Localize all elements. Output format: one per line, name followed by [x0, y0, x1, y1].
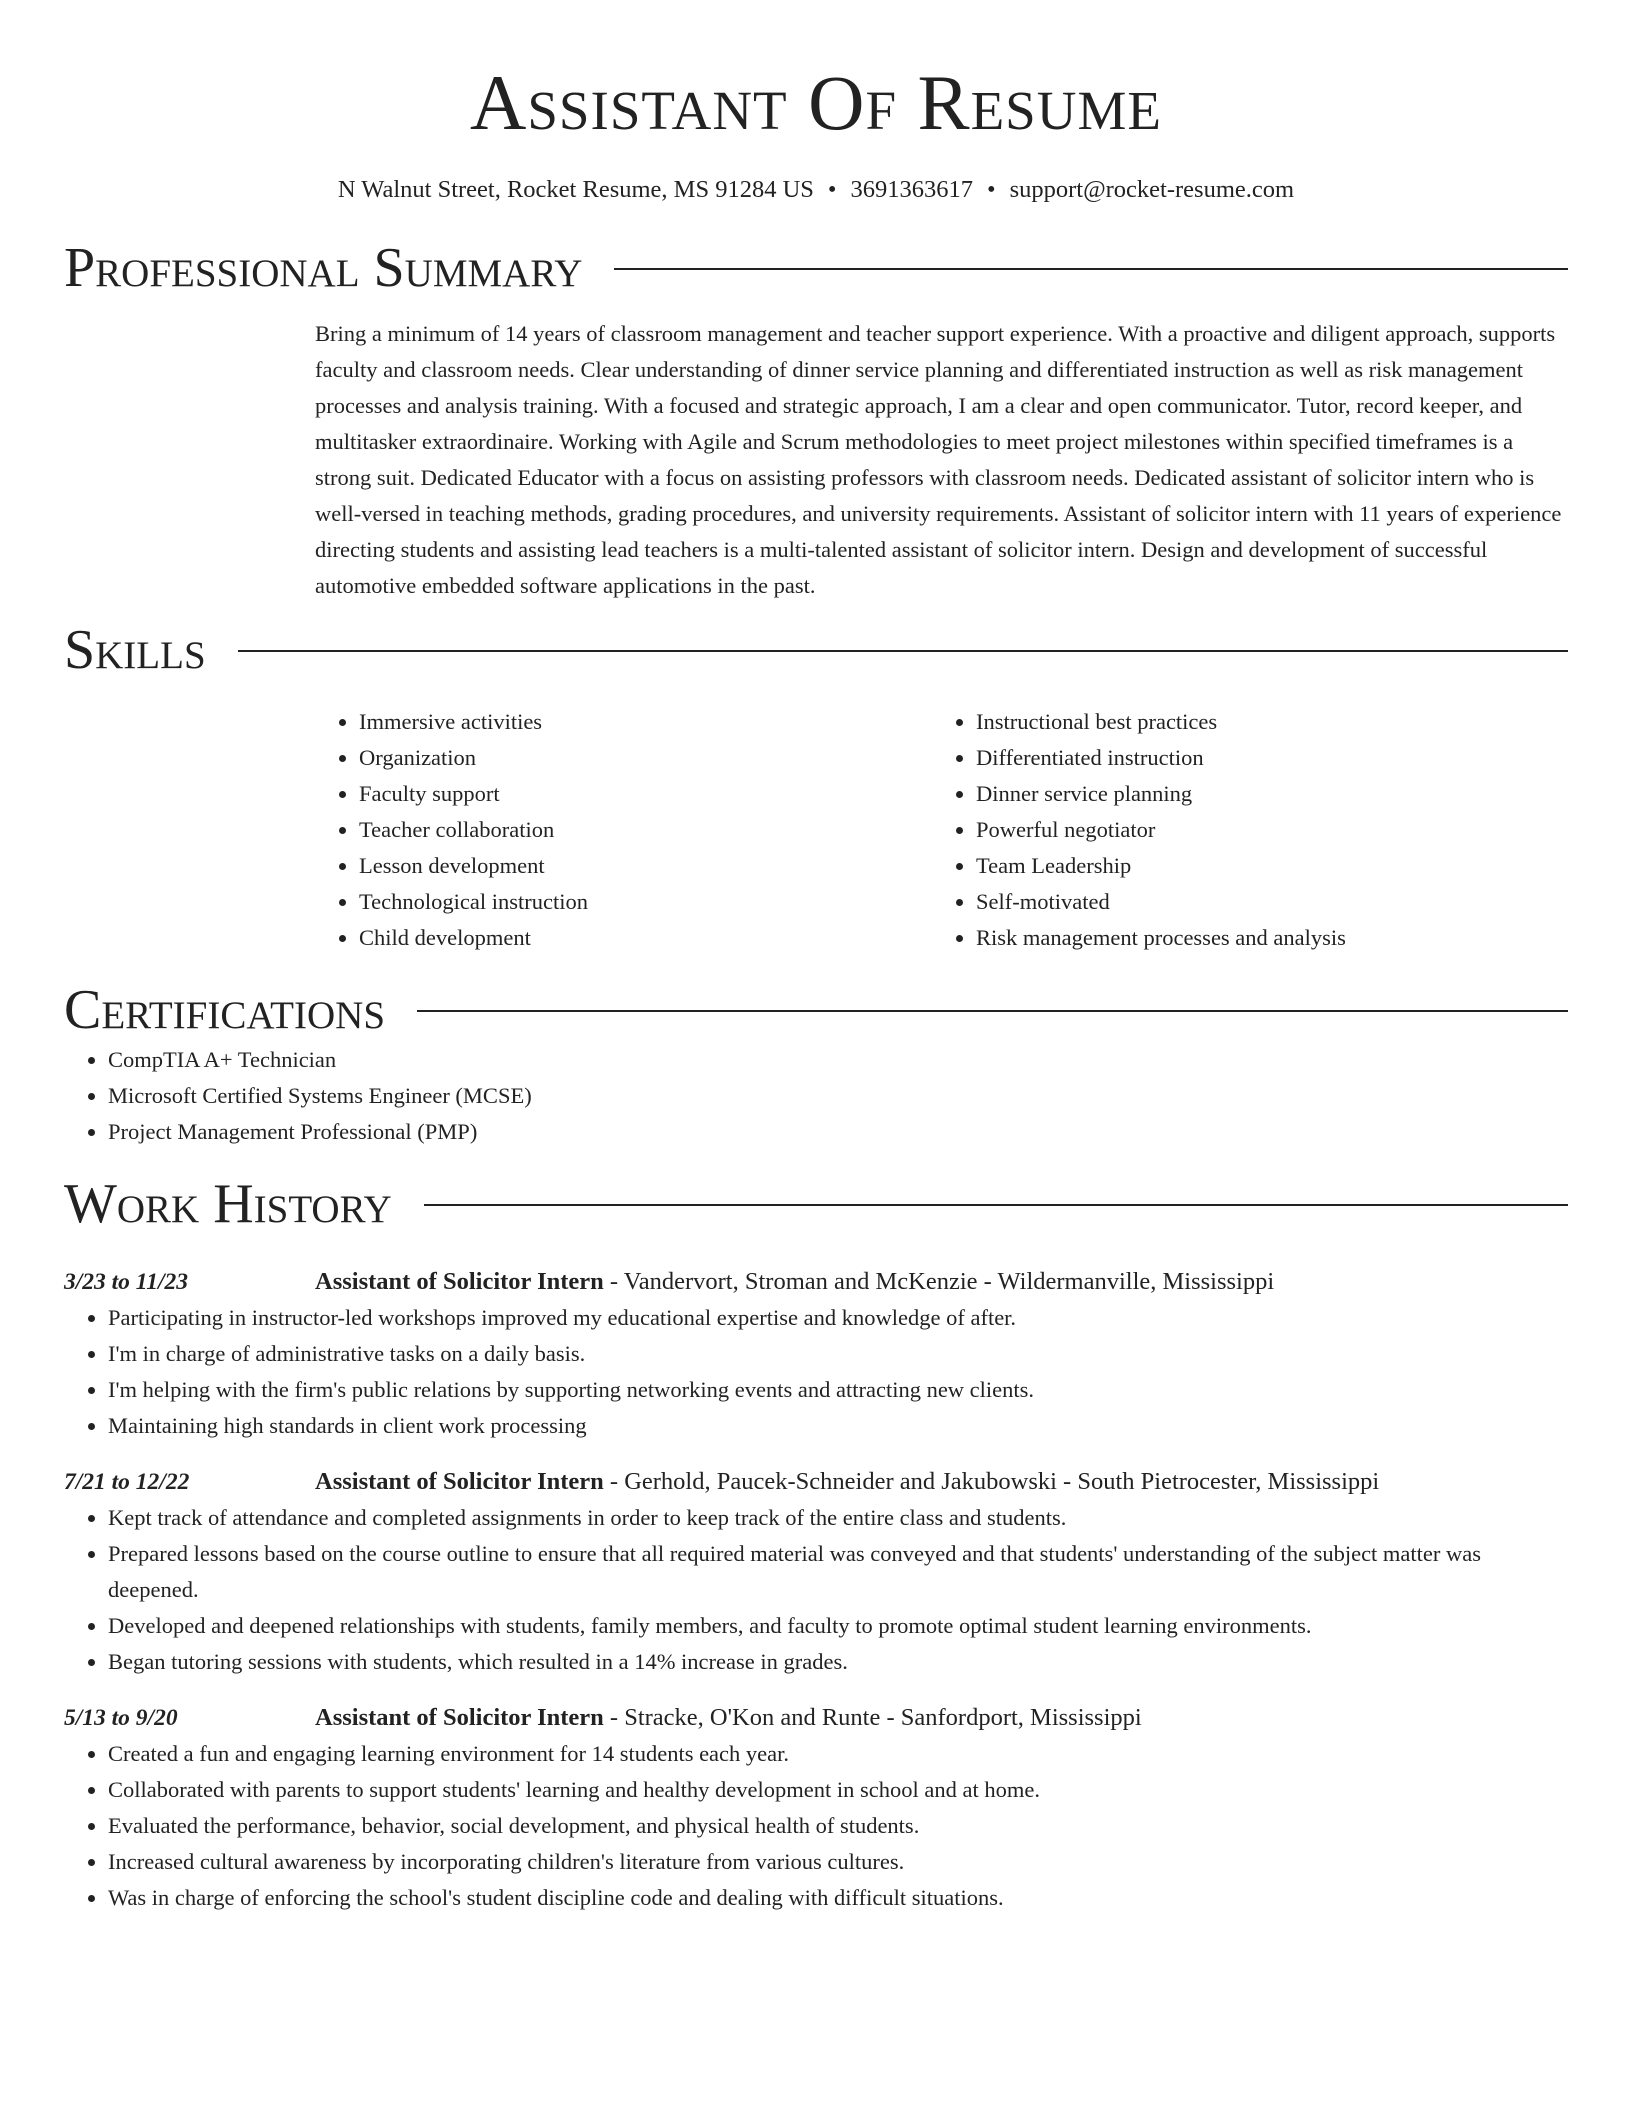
section-title-work-history: Work History [64, 1173, 392, 1235]
job-header [64, 1464, 1568, 1500]
job-dates: 3/23 to 11/23 [64, 1269, 189, 1295]
section-header [64, 236, 1568, 300]
skill-item: • Team Leadership [976, 848, 1549, 884]
skill-item: • Self-motivated [976, 884, 1549, 920]
section-professional-summary [64, 236, 1568, 604]
section-work-history [64, 1172, 1568, 1916]
section-title-skills: Skills [64, 619, 206, 681]
job-bullet: • Developed and deepened relationships with students, family members, and faculty to promote optimal student learning environments. [108, 1608, 1568, 1644]
job-company-location: - Vandervort, Stroman and McKenzie - Wildermanville, Mississippi [603, 1268, 1275, 1295]
job-bullet: • Participating in instructor-led workshops improved my educational expertise and knowledge of after. [108, 1300, 1568, 1336]
job-bullet: • Maintaining high standards in client work processing [108, 1408, 1568, 1444]
job-bullet-list [64, 1300, 1568, 1444]
section-certifications [64, 978, 1568, 1150]
job-bullet-list [64, 1500, 1568, 1680]
contact-phone: 3691363617 [850, 176, 973, 203]
section-divider [238, 650, 1568, 652]
job-bullet: • Created a fun and engaging learning environment for 14 students each year. [108, 1736, 1568, 1772]
section-skills [64, 618, 1568, 956]
certifications-list [64, 1042, 1568, 1150]
job-role: Assistant of Solicitor Intern [315, 1268, 604, 1295]
job-bullet: • I'm in charge of administrative tasks on a daily basis. [108, 1336, 1568, 1372]
job-bullet: • Prepared lessons based on the course outline to ensure that all required material was conveyed and that students' understanding of the subject matter was deepened. [108, 1536, 1568, 1608]
skill-item: • Immersive activities [359, 704, 932, 740]
skill-item: • Risk management processes and analysis [976, 920, 1549, 956]
job-role: Assistant of Solicitor Intern [315, 1704, 604, 1731]
skill-item: • Instructional best practices [976, 704, 1549, 740]
skill-item: • Child development [359, 920, 932, 956]
skill-item: • Faculty support [359, 776, 932, 812]
skills-list-left [315, 704, 932, 956]
contact-line [64, 174, 1568, 206]
section-title-certifications: Certifications [64, 979, 386, 1041]
job-bullet: • Evaluated the performance, behavior, social development, and physical health of students. [108, 1808, 1568, 1844]
section-header [64, 1172, 1568, 1236]
job-bullet: • Was in charge of enforcing the school's student discipline code and dealing with difficult situations. [108, 1880, 1568, 1916]
certification-item: • CompTIA A+ Technician [108, 1042, 1568, 1078]
certification-item: • Microsoft Certified Systems Engineer (MCSE) [108, 1078, 1568, 1114]
job-bullet: • Increased cultural awareness by incorporating children's literature from various cultures. [108, 1844, 1568, 1880]
skills-list-right [932, 704, 1549, 956]
job-role: Assistant of Solicitor Intern [315, 1468, 604, 1495]
section-divider [424, 1204, 1568, 1206]
contact-email: support@rocket-resume.com [1009, 176, 1295, 203]
section-header [64, 978, 1568, 1042]
skill-item: • Organization [359, 740, 932, 776]
job-entry [64, 1264, 1568, 1444]
section-header [64, 618, 1568, 682]
job-bullet: • Kept track of attendance and completed assignments in order to keep track of the entire class and students. [108, 1500, 1568, 1536]
skills-grid [315, 704, 1568, 956]
job-entry [64, 1700, 1568, 1916]
contact-separator: • [986, 176, 996, 203]
skill-item: • Lesson development [359, 848, 932, 884]
skill-item: • Dinner service planning [976, 776, 1549, 812]
resume-name: Assistant Of Resume [470, 59, 1162, 146]
skills-column-left [315, 704, 932, 956]
job-header [64, 1264, 1568, 1300]
job-dates: 7/21 to 12/22 [64, 1469, 190, 1495]
contact-separator: • [827, 176, 837, 203]
skill-item: • Powerful negotiator [976, 812, 1549, 848]
certification-item: • Project Management Professional (PMP) [108, 1114, 1568, 1150]
contact-address: N Walnut Street, Rocket Resume, MS 91284 US [337, 176, 814, 203]
section-title-summary: Professional Summary [64, 237, 583, 299]
jobs-list [64, 1264, 1568, 1916]
section-divider [614, 268, 1568, 270]
job-title-line [315, 1700, 1142, 1736]
skills-column-right [932, 704, 1549, 956]
skill-item: • Teacher collaboration [359, 812, 932, 848]
skill-item: • Differentiated instruction [976, 740, 1549, 776]
job-company-location: - Gerhold, Paucek-Schneider and Jakubowski - South Pietrocester, Mississippi [603, 1468, 1380, 1495]
job-bullet-list [64, 1736, 1568, 1916]
job-entry [64, 1464, 1568, 1680]
job-bullet: • Collaborated with parents to support students' learning and healthy development in school and at home. [108, 1772, 1568, 1808]
job-dates: 5/13 to 9/20 [64, 1705, 178, 1731]
job-title-line [315, 1264, 1274, 1300]
job-bullet: • Began tutoring sessions with students, which resulted in a 14% increase in grades. [108, 1644, 1568, 1680]
job-bullet: • I'm helping with the firm's public relations by supporting networking events and attracting new clients. [108, 1372, 1568, 1408]
job-company-location: - Stracke, O'Kon and Runte - Sanfordport, Mississippi [603, 1704, 1142, 1731]
job-header [64, 1700, 1568, 1736]
job-title-line [315, 1464, 1379, 1500]
summary-text: Bring a minimum of 14 years of classroom management and teacher support experience. With a proactive and diligent approach, supports faculty and classroom needs. Clear understanding of dinner service planning and differentiated instruction as well as risk management processes and analysis training. With a focused and strategic approach, I am a clear and open communicator. Tutor, record keeper, and multitasker extraordinaire. Working with Agile and Scrum methodologies to meet project milestones within specified timeframes is a strong suit. Dedicated Educator with a focus on assisting professors with classroom needs. Dedicated assistant of solicitor intern who is well-versed in teaching methods, grading procedures, and university requirements. Assistant of solicitor intern with 11 years of experience directing students and assisting lead teachers is a multi-talented assistant of solicitor intern. Design and development of successful automotive embedded software applications in the past. [315, 321, 1562, 598]
section-divider [417, 1010, 1568, 1012]
skill-item: • Technological instruction [359, 884, 932, 920]
